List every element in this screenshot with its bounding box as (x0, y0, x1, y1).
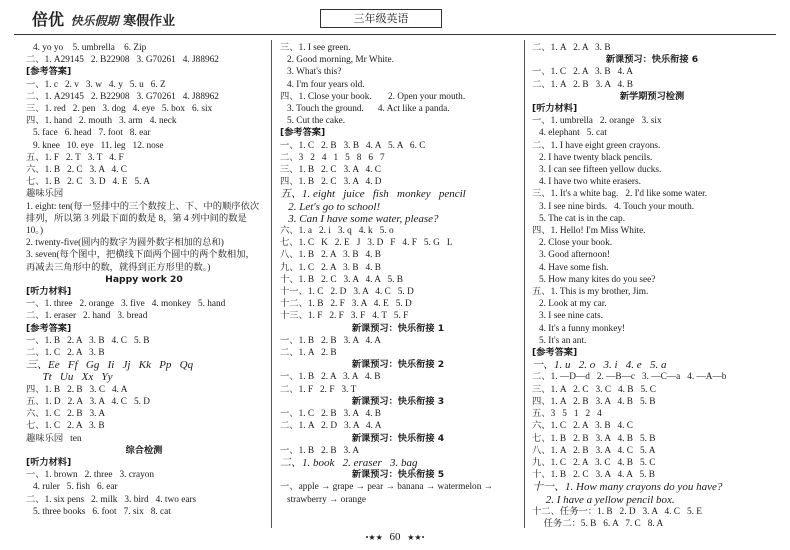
answer-line: 九、1. C 2. A 3. C 4. B 5. C (532, 457, 656, 468)
answer-line: 四、1. Close your book. 2. Open your mouth. (280, 91, 466, 102)
answer-line: 5. How many kites do you see? (532, 274, 656, 285)
answer-line: 二、1. A 2. D 3. A 4. A (280, 421, 382, 432)
column-divider (524, 40, 525, 528)
answer-line: 一、1. u 2. o 3. i 4. e 5. a (532, 359, 667, 372)
footer-stars-right: ★★• (407, 533, 425, 542)
answer-line: 十一、1. C 2. D 3. A 4. C 5. D (280, 287, 414, 298)
section-label: [参考答案] (26, 322, 72, 334)
answer-line: 三、1. red 2. pen 3. dog 4. eye 5. box 6. six (26, 104, 213, 115)
answer-line: 五、1. This is my brother, Jim. (532, 287, 649, 298)
answer-line: 2. twenty-five(圆内的数字为圆外数字相加的总和) (26, 238, 224, 249)
section-heading: 新课预习：快乐衔接 2 (351, 359, 445, 371)
answer-line: 二、1. six pens 2. milk 3. bird 4. two ears (26, 494, 197, 505)
section-heading: 综合检测 (125, 444, 163, 456)
answer-line: 三、1. It's a white bag. 2. I'd like some water. (532, 189, 708, 200)
answer-line: 2. Close your book. (532, 238, 613, 249)
answer-line: 十、1. B 2. C 3. A 4. A 5. B (280, 274, 403, 285)
section-label: [听力材料] (26, 286, 72, 298)
answer-line: 二、1. eraser 2. hand 3. bread (26, 311, 148, 322)
answer-line: 七、1. C 2. A 3. B (26, 421, 105, 432)
answer-line: 4. I have two white erasers. (532, 177, 641, 188)
answer-line: 5. face 6. head 7. foot 8. ear (26, 128, 151, 139)
section-heading: 新学期预习检测 (619, 90, 685, 102)
answer-line: 十二、1. B 2. F 3. A 4. E 5. D (280, 299, 412, 310)
answer-line: 4. elephant 5. cat (532, 128, 607, 139)
answer-line: 5. Cut the cake. (280, 116, 346, 127)
answer-line: 三、1. B 2. C 3. A 4. C (280, 165, 381, 176)
answer-line: 4. Have some fish. (532, 262, 609, 273)
answer-line: 六、1. C 2. A 3. B 4. C (532, 421, 633, 432)
answer-line: 一、1. B 2. A 3. B 4. C 5. B (26, 335, 150, 346)
answer-line: Tt Uu Xx Yy (26, 371, 113, 384)
answer-line: 十、1. B 2. C 3. A 4. A 5. B (532, 470, 655, 481)
answer-line: 八、1. A 2. B 3. A 4. C 5. A (532, 445, 656, 456)
answer-line: 二、1. A29145 2. B22908 3. G70261 4. J88962 (26, 91, 219, 102)
section-label: [听力材料] (532, 103, 578, 115)
answer-line: 二、1. C 2. A 3. B (26, 348, 105, 359)
answer-line: 4. It's a funny monkey! (532, 323, 626, 334)
answer-line: 一、1. brown 2. three 3. crayon (26, 470, 155, 481)
answer-line: 三、Ee Ff Gg Ii Jj Kk Pp Qq (26, 359, 194, 372)
answer-line: 六、1. C 2. B 3. A (26, 409, 106, 420)
answer-line: 二、1. A29145 2. B22908 3. G70261 4. J88962 (26, 55, 219, 66)
section-heading: Happy work 20 (105, 273, 183, 285)
section-heading: 新课预习：快乐衔接 1 (351, 322, 445, 334)
answer-line: 趣味乐园 ten (26, 433, 82, 444)
answer-line: 二、1. F 2. F 3. T (280, 384, 357, 395)
answer-line: 一、1. umbrella 2. orange 3. six (532, 116, 662, 127)
logo-badge: 快乐假期 (70, 14, 119, 28)
footer-stars-left: •★★ (365, 533, 383, 542)
answer-line: 2. I have a yellow pencil box. (532, 493, 675, 506)
answer-line: 3. Good afternoon! (532, 250, 610, 261)
section-label: [参考答案] (26, 66, 72, 78)
answer-line: 五、1. D 2. A 3. A 4. C 5. D (26, 396, 150, 407)
column-middle (280, 42, 516, 528)
answer-line: 3. What's this? (280, 67, 342, 78)
answer-line: 二、1. book 2. eraser 3. bag (280, 456, 418, 469)
answer-line: 十三、1. F 2. F 3. F 4. T 5. F (280, 311, 409, 322)
answer-line: 三、1. A 2. C 3. C 4. B 5. C (532, 384, 656, 395)
answer-line: 七、1. B 2. C 3. D 4. E 5. A (26, 177, 150, 188)
answer-line: 2. Let's go to school! (280, 200, 381, 213)
answer-line: 四、1. B 2. B 3. C 4. A (26, 384, 128, 395)
subject-label: 三年级英语 (320, 9, 442, 28)
answer-line: 二、1. —D—d 2. —B—c 3. —C—a 4. —A—b (532, 372, 727, 383)
column-right (532, 42, 772, 528)
section-heading: 新课预习：快乐衔接 5 (351, 469, 445, 481)
answer-line: 3. Touch the ground. 4. Act like a panda. (280, 104, 450, 115)
answer-line: 七、1. B 2. B 3. A 4. B 5. B (532, 433, 656, 444)
section-heading: 新课预习：快乐衔接 3 (351, 395, 445, 407)
answer-line: 2. Good morning, Mr White. (280, 55, 394, 66)
answer-line: 八、1. B 2. A 3. B 4. B (280, 250, 381, 261)
answer-line: 二、1. A 2. B (280, 348, 337, 359)
answer-line: 一、1. B 2. B 3. A (280, 445, 360, 456)
logo-mark: 倍优 (32, 10, 65, 29)
answer-line: 5. three books 6. foot 7. six 8. cat (26, 506, 171, 517)
answer-line: 九、1. C 2. A 3. B 4. B (280, 262, 381, 273)
answer-line: 5. It's an ant. (532, 335, 587, 346)
answer-line: 十二、任务一：1. B 2. D 3. A 4. C 5. E (532, 506, 702, 517)
answer-line: 四、1. A 2. B 3. A 4. B 5. B (532, 396, 656, 407)
section-label: [参考答案] (532, 347, 578, 359)
answer-line: 六、1. B 2. C 3. A 4. C (26, 165, 127, 176)
answer-line: 一、1. C 2. B 3. A 4. B (280, 409, 381, 420)
answer-line: 一、apple → grape → pear → banana → watermelon → (280, 482, 493, 493)
answer-line: 1. eight: ten(每一竖排中的三个数按上、下、中的顺序依次排列，所以第 3 列最下面的数是 8，第 4 列中间的数是 10。) (26, 201, 260, 237)
answer-line: 一、1. three 2. orange 3. five 4. monkey 5. hand (26, 299, 226, 310)
answer-line: 五、1. F 2. T 3. T 4. F (26, 152, 124, 163)
answer-line: 十一、1. How many crayons do you have? (532, 481, 723, 494)
answer-line: 一、1. B 2. B 3. A 4. A (280, 335, 381, 346)
answer-line: 任务二：5. B 6. A 7. C 8. A (532, 518, 664, 529)
answer-line: 六、1. a 2. i 3. q 4. k 5. o (280, 226, 394, 237)
answer-line: 七、1. C K 2. E J 3. D F 4. F 5. G L (280, 238, 453, 249)
answer-line: 二、3 2 4 1 5 8 6 7 (280, 152, 385, 163)
section-label: [参考答案] (280, 127, 326, 139)
answer-line: 9. knee 10. eye 11. leg 12. nose (26, 140, 164, 151)
answer-line: 五、1. eight juice fish monkey pencil (280, 188, 466, 201)
answer-line: 4. I'm four years old. (280, 79, 365, 90)
answer-line: 趣味乐园 (26, 189, 64, 200)
answer-line: 二、1. I have eight green crayons. (532, 140, 661, 151)
answer-line: 4. ruler 5. fish 6. ear (26, 482, 118, 493)
answer-line: 2. Look at my car. (532, 299, 607, 310)
book-title: 寒假作业 (123, 14, 176, 29)
answer-line: 3. I can see fifteen yellow ducks. (532, 165, 662, 176)
column-left (26, 42, 262, 528)
answer-line: 四、1. Hello! I'm Miss White. (532, 226, 646, 237)
answer-line: 二、1. A 2. A 3. B (532, 43, 611, 53)
answer-line: 3. seven(每个图中，把横线下面两个圆中的两个数相加，再减去三角形中的数，就得到正方形里的数。) (26, 250, 255, 273)
page-footer (0, 531, 790, 543)
answer-line: 3. Can I have some water, please? (280, 212, 439, 225)
answer-line: 三、1. I see green. (280, 43, 351, 53)
answer-line: 一、1. C 2. B 3. B 4. A 5. A 6. C (280, 140, 426, 151)
logo (32, 7, 175, 30)
answer-line: 2. I have twenty black pencils. (532, 152, 653, 163)
section-heading: 新课预习：快乐衔接 4 (351, 432, 445, 444)
column-divider (271, 40, 272, 528)
answer-line: strawberry → orange (280, 494, 366, 505)
section-label: [听力材料] (26, 456, 72, 468)
section-heading: 新课预习：快乐衔接 6 (605, 54, 699, 66)
page-header (14, 4, 776, 35)
answer-line: 二、1. A 2. B 3. A 4. B (532, 79, 633, 90)
answer-line: 四、1. B 2. C 3. A 4. D (280, 177, 382, 188)
answer-line: 一、1. B 2. A 3. A 4. B (280, 372, 381, 383)
page-number: 60 (389, 531, 401, 543)
answer-line: 五、3 5 1 2 4 (532, 409, 602, 420)
answer-line: 一、1. c 2. v 3. w 4. y 5. u 6. Z (26, 79, 166, 90)
answer-line: 3. I see nine cats. (532, 311, 603, 322)
answer-line: 一、1. C 2. A 3. B 4. A (532, 67, 633, 78)
answer-line: 四、1. hand 2. mouth 3. arm 4. neck (26, 116, 177, 127)
answer-line: 5. The cat is in the cap. (532, 213, 626, 224)
answer-line: 4. yo yo 5. umbrella 6. Zip (26, 43, 147, 53)
answer-line: 3. I see nine birds. 4. Touch your mouth. (532, 201, 695, 212)
